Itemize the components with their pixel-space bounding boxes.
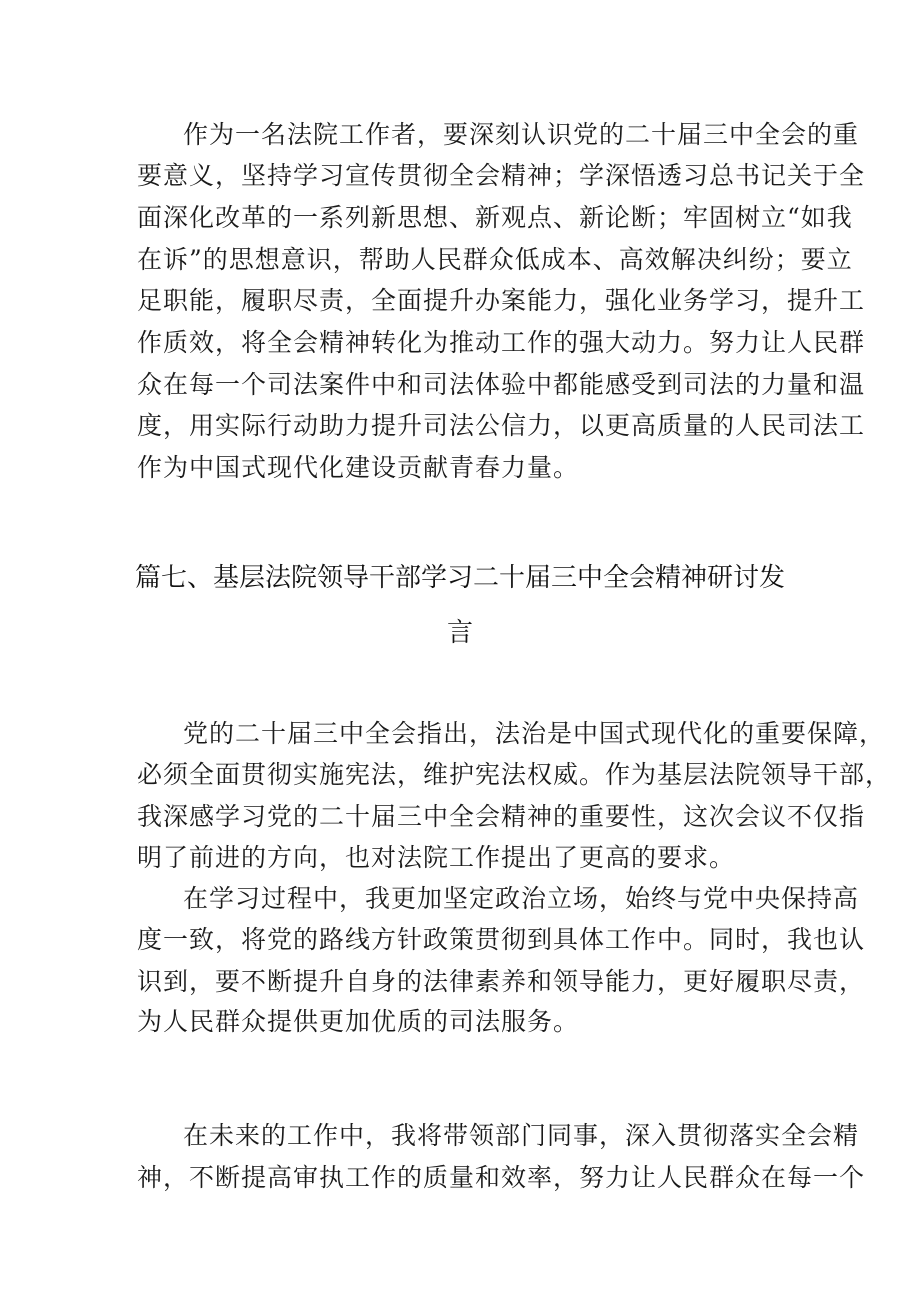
paragraph-1-line-4: 在诉”的思想意识，帮助人民群众低成本、高效解决纠纷；要立 (137, 245, 853, 274)
paragraph-1-line-9: 作为中国式现代化建设贡献青春力量。 (137, 453, 580, 482)
paragraph-1-line-6: 作质效，将全会精神转化为推动工作的强大动力。努力让人民群 (137, 328, 866, 357)
paragraph-2-line-1: 党的二十届三中全会指出，法治是中国式现代化的重要保障， (183, 719, 886, 748)
paragraph-4-line-2: 神，不断提高审执工作的质量和效率，努力让人民群众在每一个 (137, 1163, 866, 1192)
paragraph-3-line-1: 在学习过程中，我更加坚定政治立场，始终与党中央保持高 (183, 884, 860, 913)
paragraph-3-line-3: 识到，要不断提升自身的法律素养和领导能力，更好履职尽责， (137, 967, 866, 996)
section-heading-line-2: 言 (447, 618, 474, 648)
paragraph-1-line-7: 众在每一个司法案件中和司法体验中都能感受到司法的力量和温 (137, 370, 866, 399)
paragraph-2-line-2: 必须全面贯彻实施宪法，维护宪法权威。作为基层法院领导干部， (137, 760, 892, 789)
paragraph-4-line-1: 在未来的工作中，我将带领部门同事，深入贯彻落实全会精 (183, 1121, 860, 1150)
paragraph-2-line-4: 明了前进的方向，也对法院工作提出了更高的要求。 (137, 843, 736, 872)
paragraph-3-line-4: 为人民群众提供更加优质的司法服务。 (137, 1007, 580, 1036)
paragraph-1-line-8: 度，用实际行动助力提升司法公信力，以更高质量的人民司法工 (137, 411, 866, 440)
paragraph-1-line-1: 作为一名法院工作者，要深刻认识党的二十届三中全会的重 (183, 120, 860, 149)
paragraph-2-line-3: 我深感学习党的二十届三中全会精神的重要性，这次会议不仅指 (137, 802, 866, 831)
paragraph-1-line-2: 要意义，坚持学习宣传贯彻全会精神；学深悟透习总书记关于全 (137, 161, 866, 190)
section-heading-line-1: 篇七、基层法院领导干部学习二十届三中全会精神研讨发 (135, 563, 786, 593)
paragraph-1-line-3: 面深化改革的一系列新思想、新观点、新论断；牢固树立“如我 (137, 203, 853, 232)
paragraph-1-line-5: 足职能，履职尽责，全面提升办案能力，强化业务学习，提升工 (137, 286, 866, 315)
paragraph-3-line-2: 度一致，将党的路线方针政策贯彻到具体工作中。同时，我也认 (137, 925, 866, 954)
